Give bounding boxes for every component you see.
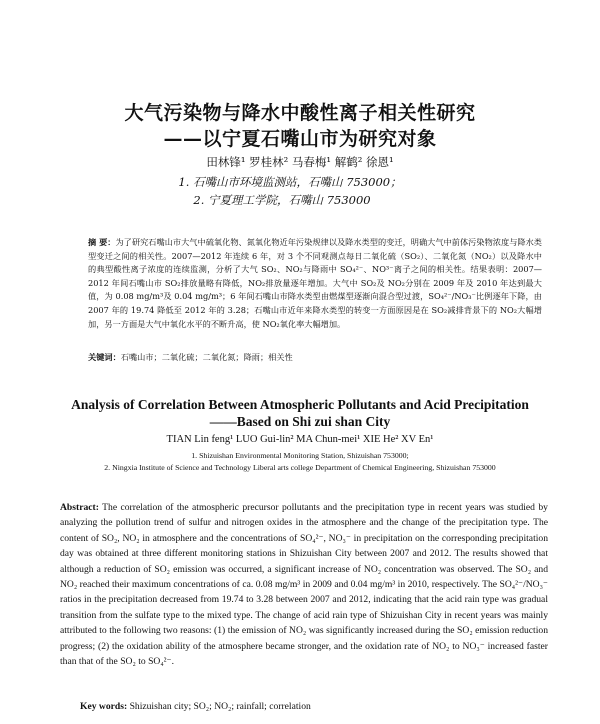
- english-title-line2: ——Based on Shi zui shan City: [209, 414, 391, 429]
- english-keywords-text: Shizuishan city; SO₂; NO₂; rainfall; correlation: [129, 701, 311, 712]
- chinese-affiliation-2: 2. 宁夏理工学院，石嘴山 753000: [193, 193, 371, 207]
- chinese-keywords-text: 石嘴山市；二氧化硫；二氧化氮；降雨；相关性: [120, 352, 293, 362]
- chinese-keywords-label: 关键词：: [88, 352, 121, 362]
- chinese-authors: 田林锋¹ 罗桂林² 马春梅¹ 解鹤² 徐恩¹: [206, 155, 394, 169]
- chinese-abstract: [88, 236, 542, 331]
- chinese-abstract-text: 为了研究石嘴山市大气中硫氧化物、氮氧化物近年污染规律以及降水类型的变迁，明确大气中前体污染物浓度与降水类型变迁之间的相关性。2007—2012 年连续 6 年，对 3 个不同观测点每日二氧化硫（SO₂）、二氧化氮（NO₂）以及降水中的典型酸性离子浓度的连续监测，分析了大气 SO₂、NO₂与降雨中 SO₄²⁻、NO³⁻离子之间的相关性。结果表明：2007—2012 年间石嘴山市 SO₂排放量略有降低，NO₂排放量逐年增加。大气中 SO₂及 NO₂分别在 2009 年及 2010 年达到最大值，为 0.08 mg/m³及 0.04 mg/m³；6 年间石嘴山市降水类型由燃煤型逐渐向混合型过渡，SO₄²⁻/NO₃⁻比例逐年下降，由 2007 年的 19.74 降低至 2012 年的 3.28；石嘴山市近年来降水类型的转变一方面原因是在 SO₂减排背景下的 NO₂大幅增加，另一方面是大气中氧化水平的不断升高，使 NO₂氧化率大幅增加。: [88, 237, 542, 329]
- english-affiliation-2: 2. Ningxia Institute of Science and Technology Liberal arts college Department of Chemical Engineering, Shizuishan 753000: [104, 463, 496, 472]
- chinese-abstract-label: 摘 要：: [88, 237, 116, 247]
- english-abstract-label: Abstract:: [60, 502, 99, 513]
- chinese-title-line1: 大气污染物与降水中酸性离子相关性研究: [124, 102, 476, 124]
- chinese-affiliation-1: 1. 石嘴山市环境监测站，石嘴山 753000；: [178, 175, 402, 189]
- english-affiliation-1: 1. Shizuishan Environmental Monitoring Station, Shizuishan 753000;: [191, 451, 409, 460]
- chinese-keywords: [88, 352, 542, 363]
- english-keywords-label: Key words:: [80, 701, 128, 712]
- english-title-line1: Analysis of Correlation Between Atmospheric Pollutants and Acid Precipitation: [71, 397, 529, 412]
- english-abstract-text: The correlation of the atmospheric precursor pollutants and the precipitation type in recent years was studied by analyzing the pollution trend of sulfur and nitrogen oxides in the atmosphere and the change of the precipitation type. The content of SO₂, NO₂ in atmosphere and the concentrations of SO₄²⁻, NO₃⁻ in precipitation on the corresponding precipitation day was obtained at three different monitoring stations in Shizuishan City between 2007 and 2012. The results showed that although a reduction of SO₂ emission was occurred, a significant increase of NO₂ concentration was observed. The SO₂ and NO₂ reached their maximum concentrations of ca. 0.08 mg/m³ in 2009 and 0.04 mg/m³ in 2010, respectively. The SO₄²⁻/NO₃⁻ ratios in the precipitation decreased from 19.74 to 3.28 between 2007 and 2012, indicating that the acid rain type was gradual transition from the sulfate type to the mixed type. The change of acid rain type of Shizuishan City in recent years was mainly attributed to the following two reasons: (1) the emission of NO₂ was significantly increased during the SO₂ emission reduction progress; (2) the oxidation ability of the atmosphere became stronger, and the oxidation rate of NO₂ to NO₃⁻ increased faster than that of the SO₂ to SO₄²⁻.: [60, 502, 548, 668]
- chinese-title-line2: ——以宁夏石嘴山市为研究对象: [163, 128, 437, 150]
- english-abstract: [60, 500, 548, 669]
- english-keywords: [80, 701, 548, 712]
- english-authors: TIAN Lin feng¹ LUO Gui-lin² MA Chun-mei¹ XIE He² XV En¹: [166, 434, 434, 445]
